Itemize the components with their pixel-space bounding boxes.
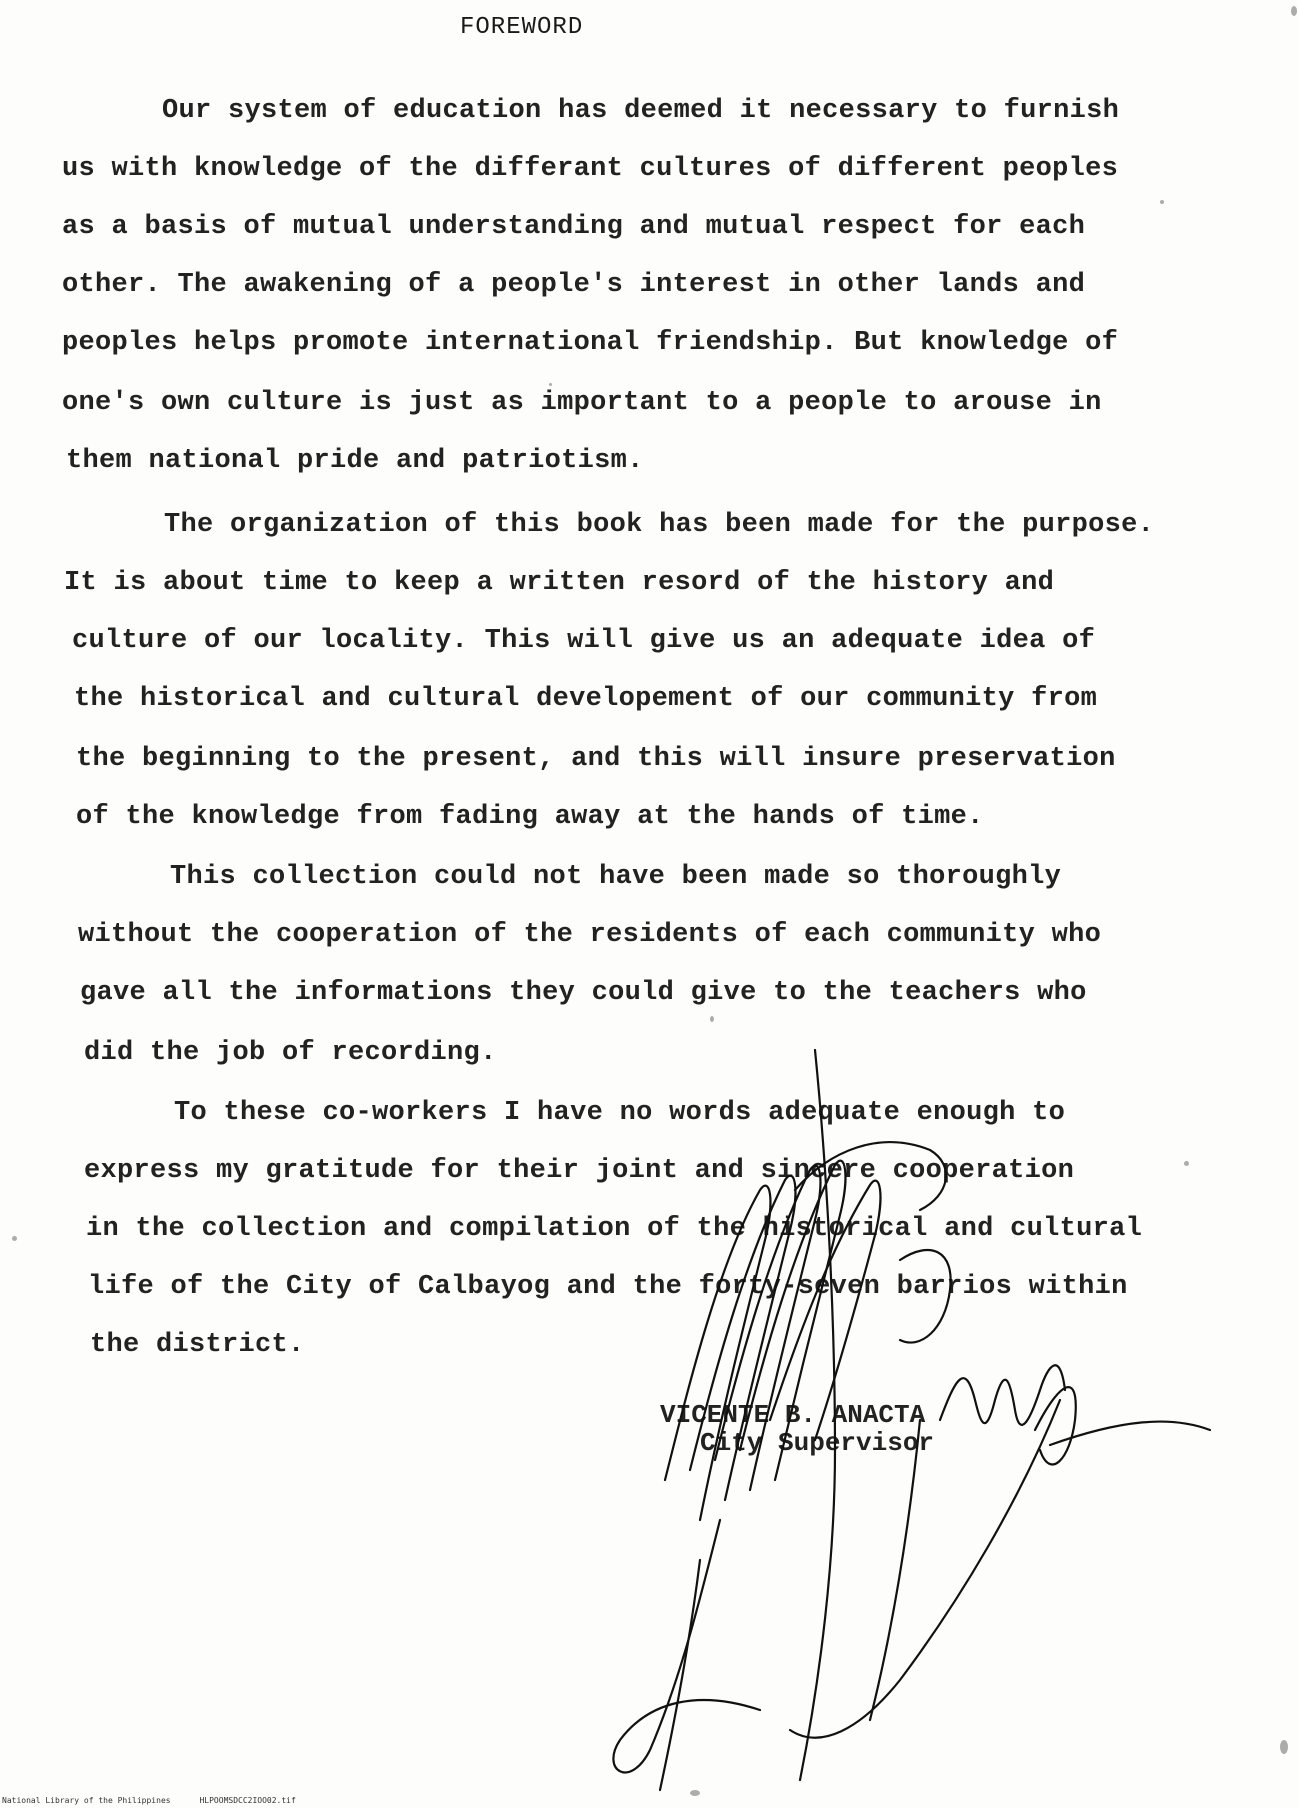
signatory-title: City Supervisor (700, 1428, 935, 1458)
scan-footer (2, 1796, 296, 1805)
scan-speck (1184, 1161, 1189, 1166)
scan-speck (690, 1790, 700, 1796)
body-line: The organization of this book has been made for the purpose. (164, 510, 1155, 540)
signatory-name: VICENTE B. ANACTA (660, 1400, 926, 1430)
scan-speck (12, 1236, 17, 1241)
body-line: life of the City of Calbayog and the forty-seven barrios within (88, 1272, 1128, 1302)
body-line: express my gratitude for their joint and sincere cooperation (84, 1156, 1075, 1186)
scan-speck (710, 1016, 714, 1022)
scan-speck (1291, 6, 1297, 16)
body-line: them national pride and patriotism. (66, 446, 644, 476)
scan-speck (549, 383, 552, 386)
footer-file-name: HLPOOMSDCC2IOO02.tif (199, 1796, 296, 1805)
body-line: did the job of recording. (84, 1038, 497, 1068)
scan-speck (1280, 1740, 1288, 1754)
body-line: the district. (90, 1330, 305, 1360)
scan-speck (1160, 200, 1164, 204)
body-line: To these co-workers I have no words adequate enough to (174, 1098, 1066, 1128)
body-line: culture of our locality. This will give us an adequate idea of (72, 626, 1096, 656)
body-line: the historical and cultural developement of our community from (74, 684, 1098, 714)
body-line: in the collection and compilation of the historical and cultural (86, 1214, 1143, 1244)
page-title: FOREWORD (460, 14, 584, 41)
body-line: It is about time to keep a written resord of the history and (64, 568, 1055, 598)
body-line: peoples helps promote international friendship. But knowledge of (62, 328, 1119, 358)
body-line: the beginning to the present, and this will insure preservation (76, 744, 1116, 774)
body-line: Our system of education has deemed it necessary to furnish (162, 96, 1120, 126)
body-line: This collection could not have been made so thoroughly (170, 862, 1062, 892)
footer-institution: National Library of the Philippines (2, 1796, 171, 1805)
body-line: other. The awakening of a people's interest in other lands and (62, 270, 1086, 300)
body-line: as a basis of mutual understanding and mutual respect for each (62, 212, 1086, 242)
body-line: gave all the informations they could give to the teachers who (80, 978, 1087, 1008)
body-line: without the cooperation of the residents of each community who (78, 920, 1102, 950)
body-line: one's own culture is just as important to a people to arouse in (62, 388, 1102, 418)
body-line: of the knowledge from fading away at the hands of time. (76, 802, 984, 832)
body-line: us with knowledge of the differant cultures of different peoples (62, 154, 1119, 184)
